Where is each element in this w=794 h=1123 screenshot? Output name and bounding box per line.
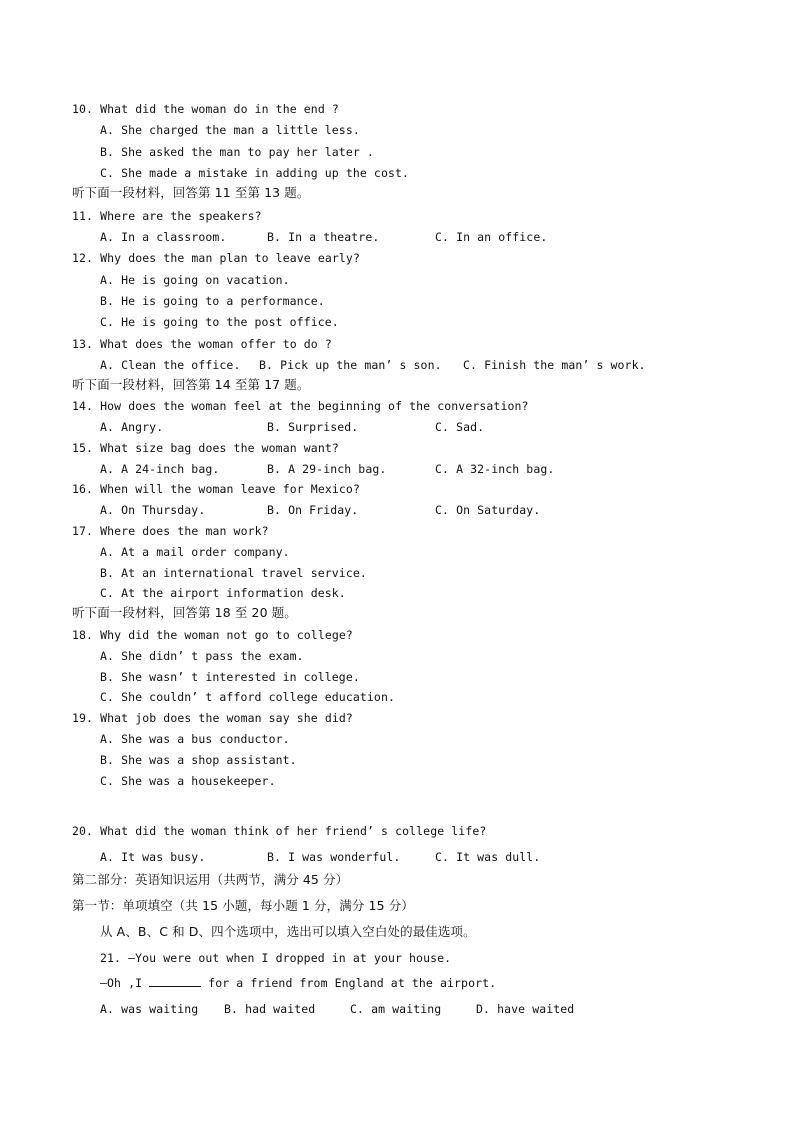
question-14-options <box>100 420 720 434</box>
question-14-option-a: A. Angry. <box>100 420 164 434</box>
question-21-options <box>100 1002 720 1016</box>
part-2-heading: 第二部分：英语知识运用（共两节，满分 45 分） <box>72 872 349 887</box>
question-19-option-b: B. She was a shop assistant. <box>100 753 297 767</box>
question-15-options <box>100 462 720 476</box>
question-10-option-c: C. She made a mistake in adding up the cost. <box>100 166 410 180</box>
instruction-18-20: 听下面一段材料，回答第 18 至 20 题。 <box>72 605 297 620</box>
question-21-option-b: B. had waited <box>224 1002 316 1016</box>
question-13-option-a: A. Clean the office. <box>100 358 241 372</box>
question-17-option-c: C. At the airport information desk. <box>100 586 346 600</box>
question-19-option-c: C. She was a housekeeper. <box>100 774 276 788</box>
question-11-option-a: A. In a classroom. <box>100 230 227 244</box>
question-15-stem: 15. What size bag does the woman want? <box>72 441 339 455</box>
answer-blank <box>149 976 201 987</box>
question-17-option-b: B. At an international travel service. <box>100 566 367 580</box>
question-17-stem: 17. Where does the man work? <box>72 524 269 538</box>
question-13-option-b: B. Pick up the man’ s son. <box>259 358 442 372</box>
instruction-14-17: 听下面一段材料，回答第 14 至第 17 题。 <box>72 377 310 392</box>
question-16-options <box>100 503 720 517</box>
question-18-option-a: A. She didn’ t pass the exam. <box>100 649 304 663</box>
question-21-line-2 <box>100 976 496 990</box>
question-10-option-a: A. She charged the man a little less. <box>100 123 360 137</box>
question-21-option-a: A. was waiting <box>100 1002 199 1016</box>
question-14-option-c: C. Sad. <box>435 420 485 434</box>
question-20-option-a: A. It was busy. <box>100 850 206 864</box>
section-1-instruction: 从 A、B、C 和 D、四个选项中，选出可以填入空白处的最佳选项。 <box>100 924 476 939</box>
question-21-line-2-start: —Oh ,I <box>100 976 150 990</box>
question-12-option-b: B. He is going to a performance. <box>100 294 325 308</box>
question-21-option-c: C. am waiting <box>350 1002 442 1016</box>
section-1-heading: 第一节：单项填空（共 15 小题，每小题 1 分，满分 15 分） <box>72 898 414 913</box>
question-20-option-c: C. It was dull. <box>435 850 541 864</box>
question-14-stem: 14. How does the woman feel at the beginning of the conversation? <box>72 399 529 413</box>
question-18-option-b: B. She wasn’ t interested in college. <box>100 670 360 684</box>
question-15-option-a: A. A 24-inch bag. <box>100 462 220 476</box>
question-10-stem: 10. What did the woman do in the end ? <box>72 102 339 116</box>
question-16-stem: 16. When will the woman leave for Mexico? <box>72 482 360 496</box>
question-14-option-b: B. Surprised. <box>267 420 359 434</box>
question-20-stem: 20. What did the woman think of her friend’ s college life? <box>72 824 487 838</box>
question-19-option-a: A. She was a bus conductor. <box>100 732 290 746</box>
question-18-option-c: C. She couldn’ t afford college education. <box>100 690 395 704</box>
question-16-option-b: B. On Friday. <box>267 503 359 517</box>
question-21-line-1: 21. —You were out when I dropped in at your house. <box>100 951 452 965</box>
question-21-option-d: D. have waited <box>476 1002 575 1016</box>
question-11-stem: 11. Where are the speakers? <box>72 209 262 223</box>
question-15-option-b: B. A 29-inch bag. <box>267 462 387 476</box>
question-13-stem: 13. What does the woman offer to do ? <box>72 337 332 351</box>
question-17-option-a: A. At a mail order company. <box>100 545 290 559</box>
question-12-stem: 12. Why does the man plan to leave early? <box>72 251 360 265</box>
question-20-option-b: B. I was wonderful. <box>267 850 401 864</box>
instruction-11-13: 听下面一段材料，回答第 11 至第 13 题。 <box>72 185 310 200</box>
question-12-option-a: A. He is going on vacation. <box>100 273 290 287</box>
question-16-option-c: C. On Saturday. <box>435 503 541 517</box>
question-15-option-c: C. A 32-inch bag. <box>435 462 555 476</box>
question-19-stem: 19. What job does the woman say she did? <box>72 711 353 725</box>
question-11-option-b: B. In a theatre. <box>267 230 380 244</box>
question-10-option-b: B. She asked the man to pay her later . <box>100 145 374 159</box>
question-21-line-2-end: for a friend from England at the airport. <box>201 976 497 990</box>
question-13-options <box>100 358 720 372</box>
question-11-option-c: C. In an office. <box>435 230 548 244</box>
question-13-option-c: C. Finish the man’ s work. <box>463 358 646 372</box>
question-12-option-c: C. He is going to the post office. <box>100 315 339 329</box>
question-11-options <box>100 230 720 244</box>
question-16-option-a: A. On Thursday. <box>100 503 206 517</box>
question-20-options <box>100 850 720 864</box>
question-18-stem: 18. Why did the woman not go to college? <box>72 628 353 642</box>
